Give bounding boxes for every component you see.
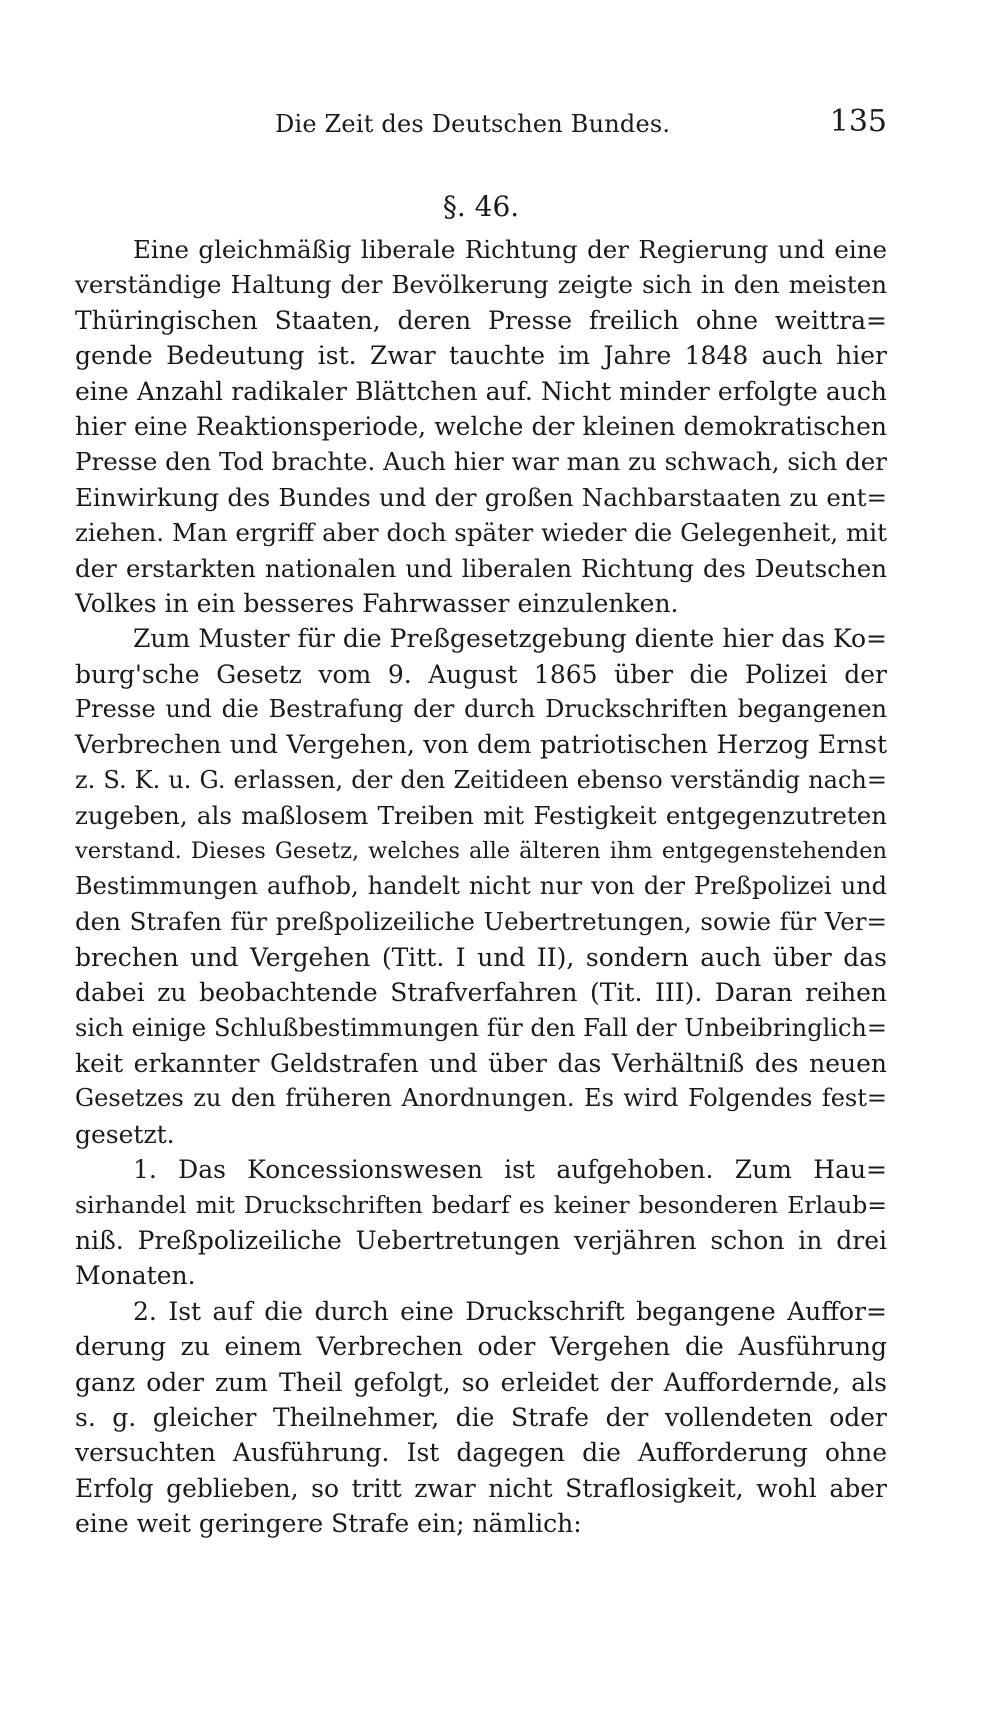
text-line: den Strafen für preßpolizeiliche Uebertretungen, sowie für Ver=: [75, 907, 887, 937]
text-line: Presse und die Bestrafung der durch Druckschriften begangenen: [75, 695, 887, 724]
text-line: s. g. gleicher Theilnehmer, die Strafe der vollendeten oder: [75, 1402, 887, 1432]
text-line: Thüringischen Staaten, deren Presse freilich ohne weittra=: [75, 305, 887, 335]
text-line: Presse den Tod brachte. Auch hier war man zu schwach, sich der: [75, 447, 887, 477]
text-line: ganz oder zum Theil gefolgt, so erleidet der Auffordernde, als: [75, 1367, 887, 1397]
text-line: eine weit geringere Strafe ein; nämlich:: [75, 1509, 582, 1539]
text-line: versuchten Ausführung. Ist dagegen die Aufforderung ohne: [75, 1438, 887, 1468]
page-number: 135: [829, 104, 887, 139]
text-line: dabei zu beobachtende Strafverfahren (Tit. III). Daran reihen: [75, 978, 887, 1008]
text-line: Zum Muster für die Preßgesetzgebung diente hier das Ko=: [133, 624, 887, 654]
text-line: Monaten.: [75, 1261, 196, 1291]
text-line: ziehen. Man ergriff aber doch später wieder die Gelegenheit, mit: [75, 518, 887, 548]
text-line: gesetzt.: [75, 1119, 175, 1149]
text-line: burg'sche Gesetz vom 9. August 1865 über die Polizei der: [75, 659, 887, 689]
page-header: [75, 104, 887, 144]
text-line: Einwirkung des Bundes und der großen Nachbarstaaten zu ent=: [75, 482, 887, 512]
text-line: 2. Ist auf die durch eine Druckschrift begangene Auffor=: [133, 1296, 887, 1326]
text-line: eine Anzahl radikaler Blättchen auf. Nicht minder erfolgte auch: [75, 376, 887, 406]
text-line: der erstarkten nationalen und liberalen Richtung des Deutschen: [75, 553, 887, 583]
text-line: hier eine Reaktionsperiode, welche der kleinen demokratischen: [75, 411, 887, 441]
running-head: Die Zeit des Deutschen Bundes.: [275, 110, 671, 138]
body-text: [75, 232, 887, 1541]
text-line: zugeben, als maßlosem Treiben mit Festigkeit entgegenzutreten: [75, 801, 887, 831]
text-line: Gesetzes zu den früheren Anordnungen. Es wird Folgendes fest=: [75, 1084, 887, 1113]
text-line: Erfolg geblieben, so tritt zwar nicht Straflosigkeit, wohl aber: [75, 1473, 887, 1503]
text-line: niß. Preßpolizeiliche Uebertretungen verjähren schon in drei: [75, 1225, 887, 1255]
text-line: sich einige Schlußbestimmungen für den Fall der Unbeibringlich=: [75, 1013, 887, 1042]
text-line: Volkes in ein besseres Fahrwasser einzulenken.: [75, 588, 679, 618]
text-line: verstand. Dieses Gesetz, welches alle älteren ihm entgegenstehenden: [75, 837, 887, 864]
text-line: derung zu einem Verbrechen oder Vergehen die Ausführung: [75, 1332, 887, 1362]
text-line: Bestimmungen aufhob, handelt nicht nur von der Preßpolizei und: [75, 872, 887, 901]
text-line: keit erkannter Geldstrafen und über das Verhältniß des neuen: [75, 1048, 887, 1078]
text-line: Verbrechen und Vergehen, von dem patriotischen Herzog Ernst: [75, 730, 887, 760]
text-line: sirhandel mit Druckschriften bedarf es keiner besonderen Erlaub=: [75, 1190, 887, 1219]
text-line: Eine gleichmäßig liberale Richtung der Regierung und eine: [133, 235, 887, 264]
text-line: z. S. K. u. G. erlassen, der den Zeitideen ebenso verständig nach=: [75, 765, 887, 794]
text-line: brechen und Vergehen (Titt. I und II), sondern auch über das: [75, 942, 887, 972]
text-line: verständige Haltung der Bevölkerung zeigte sich in den meisten: [75, 270, 887, 300]
section-heading: §. 46.: [442, 190, 520, 223]
text-line: gende Bedeutung ist. Zwar tauchte im Jahre 1848 auch hier: [75, 341, 887, 371]
book-page: [75, 0, 887, 1715]
text-line: 1. Das Koncessionswesen ist aufgehoben. Zum Hau=: [133, 1155, 887, 1185]
